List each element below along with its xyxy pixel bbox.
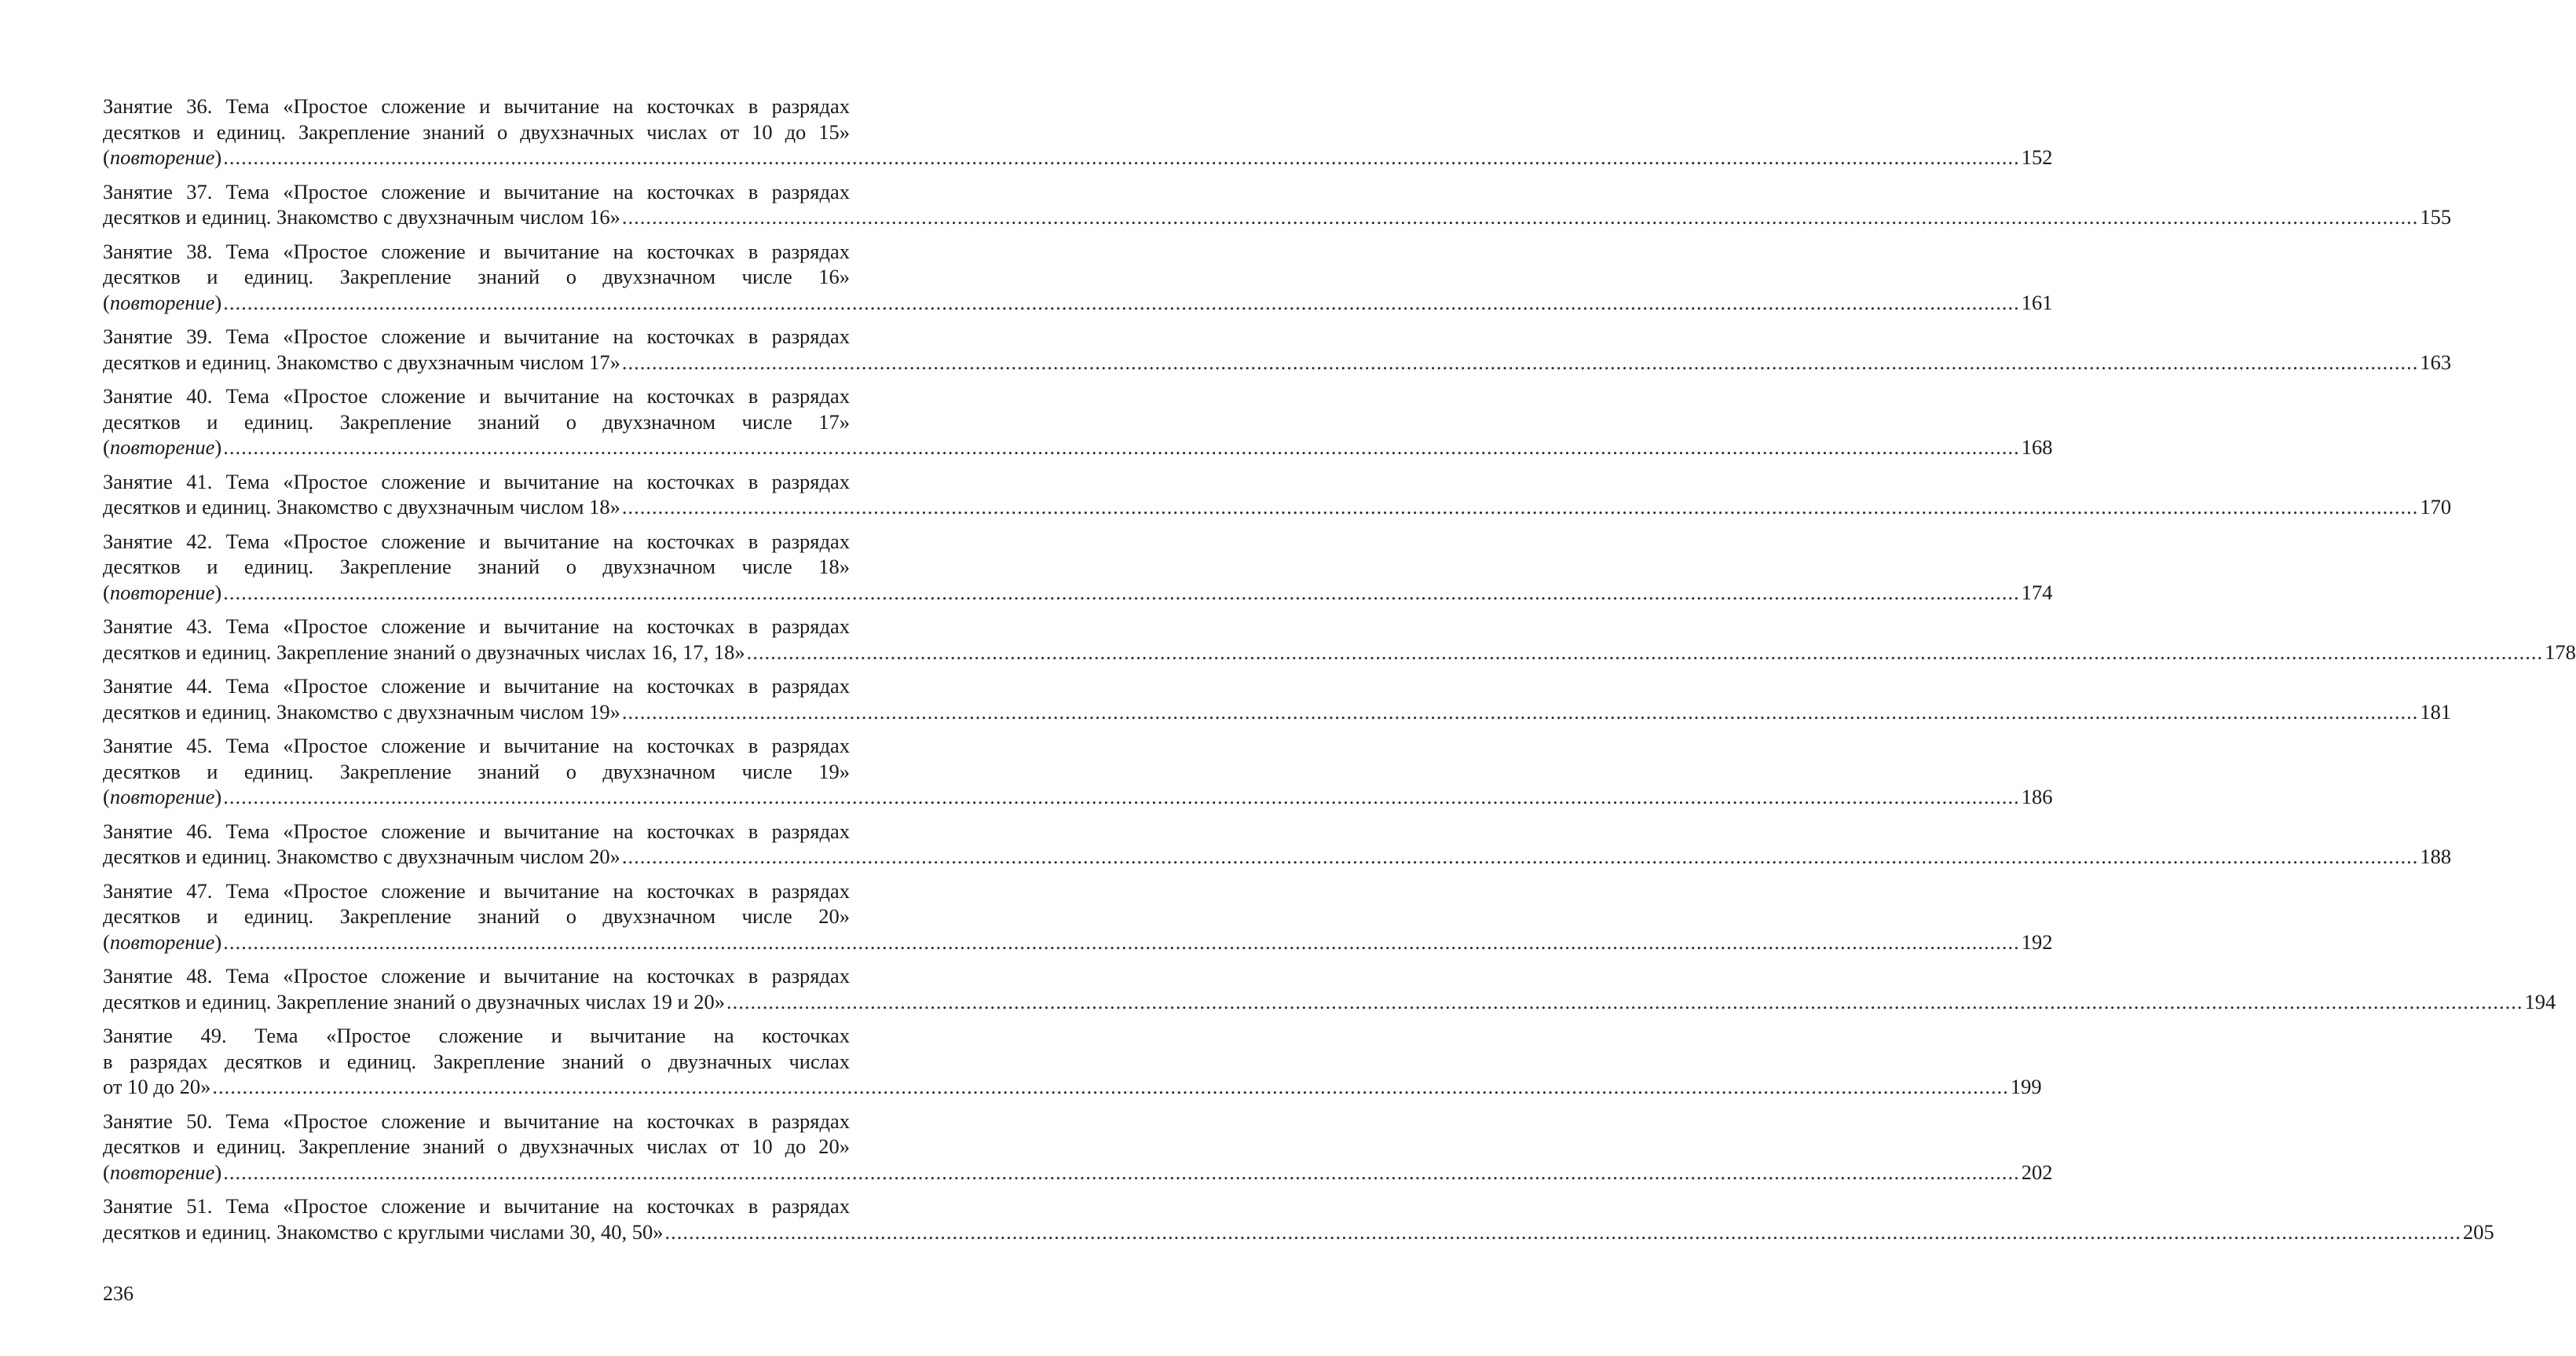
toc-entry[interactable] bbox=[103, 239, 2053, 316]
toc-page-ref: 168 bbox=[2021, 435, 2053, 459]
toc-entry-line: десятков и единиц. Закрепление знаний о двухзначных числах от 10 до 20» bbox=[103, 1134, 850, 1158]
toc-entry-line: Занятие 49. Тема «Простое сложение и вычитание на косточках bbox=[103, 1024, 850, 1047]
toc-entry-last-line bbox=[103, 699, 2452, 725]
toc-entry-line: Занятие 38. Тема «Простое сложение и вычитание на косточках в разрядах bbox=[103, 239, 850, 263]
toc-entry-tail-text: десятков и единиц. Закрепление знаний о двузначных числах 19 и 20» bbox=[103, 989, 726, 1013]
toc-entry-line: десятков и единиц. Закрепление знаний о двухзначном числе 16» bbox=[103, 265, 850, 288]
toc-entry-tail-text: десятков и единиц. Знакомство с двухзначным числом 16» bbox=[103, 205, 620, 229]
dot-leader: ............................................................................................................................................................................................................................................................................................................ bbox=[223, 785, 2020, 808]
toc-page-ref: 161 bbox=[2021, 290, 2053, 314]
toc-entry-line: десятков и единиц. Закрепление знаний о двухзначном числе 17» bbox=[103, 409, 850, 434]
toc-entry-line: Занятие 46. Тема «Простое сложение и вычитание на косточках в разрядах bbox=[103, 819, 850, 843]
toc-entry-tail-text bbox=[103, 1160, 221, 1186]
toc-page-ref: 188 bbox=[2420, 845, 2452, 868]
toc-entry-tail-text bbox=[103, 434, 221, 460]
open-paren: ( bbox=[103, 580, 110, 604]
repeat-note: повторение bbox=[109, 785, 215, 808]
toc-entry-line: десятков и единиц. Закрепление знаний о двухзначном числе 18» bbox=[103, 555, 850, 578]
close-paren: ) bbox=[214, 785, 222, 808]
toc-entry[interactable] bbox=[103, 383, 2053, 460]
toc-entry-tail-text bbox=[103, 929, 221, 955]
toc-page-ref: 199 bbox=[2010, 1075, 2042, 1098]
toc-entry-tail-text: от 10 до 20» bbox=[103, 1075, 211, 1098]
toc-entry[interactable] bbox=[103, 529, 2053, 606]
dot-leader: ............................................................................................................................................................................................................................................................................................................ bbox=[223, 145, 2020, 169]
toc-entry-last-line bbox=[103, 640, 2576, 665]
dot-leader: ............................................................................................................................................................................................................................................................................................................ bbox=[664, 1219, 2461, 1244]
toc-entry-last-line bbox=[103, 1219, 2494, 1245]
dot-leader: ............................................................................................................................................................................................................................................................................................................ bbox=[621, 350, 2419, 374]
toc-entry-last-line bbox=[103, 145, 2053, 170]
toc-entry-line: десятков и единиц. Закрепление знаний о двухзначном числе 19» bbox=[103, 759, 850, 783]
dot-leader: ............................................................................................................................................................................................................................................................................................................ bbox=[621, 699, 2419, 724]
toc-page-ref: 181 bbox=[2420, 699, 2452, 724]
toc-page-ref: 205 bbox=[2462, 1219, 2494, 1244]
toc-page-ref: 152 bbox=[2021, 145, 2053, 169]
dot-leader: ............................................................................................................................................................................................................................................................................................................ bbox=[223, 580, 2020, 604]
toc-entry-last-line bbox=[103, 494, 2452, 520]
close-paren: ) bbox=[214, 929, 222, 954]
toc-entry[interactable] bbox=[103, 1193, 2494, 1244]
toc-entry-line: Занятие 44. Тема «Простое сложение и вычитание на косточках в разрядах bbox=[103, 674, 850, 698]
toc-entry-line: Занятие 50. Тема «Простое сложение и вычитание на косточках в разрядах bbox=[103, 1109, 850, 1133]
toc-entry[interactable] bbox=[103, 673, 2452, 724]
toc-page-ref: 186 bbox=[2021, 785, 2053, 808]
close-paren: ) bbox=[214, 435, 222, 459]
toc-entry[interactable] bbox=[103, 733, 2053, 810]
toc-entry-line: в разрядах десятков и единиц. Закрепление знаний о двузначных числах bbox=[103, 1049, 850, 1073]
toc-entry[interactable] bbox=[103, 469, 2452, 520]
toc-entry[interactable] bbox=[103, 1023, 2042, 1100]
toc-entry-tail-text: десятков и единиц. Знакомство с двухзначным числом 19» bbox=[103, 699, 620, 724]
close-paren: ) bbox=[214, 1160, 222, 1184]
close-paren: ) bbox=[214, 145, 222, 169]
toc-entry-tail-text bbox=[103, 580, 221, 606]
toc-page-ref: 202 bbox=[2021, 1160, 2053, 1184]
repeat-note: повторение bbox=[109, 435, 215, 459]
toc-page-ref: 192 bbox=[2021, 929, 2053, 954]
repeat-note: повторение bbox=[109, 145, 215, 169]
dot-leader: ............................................................................................................................................................................................................................................................................................................ bbox=[726, 989, 2523, 1013]
toc-entry[interactable] bbox=[103, 324, 2452, 375]
toc-entry-tail-text: десятков и единиц. Знакомство с двухзначным числом 20» bbox=[103, 845, 620, 868]
toc-entry-line: Занятие 43. Тема «Простое сложение и вычитание на косточках в разрядах bbox=[103, 614, 850, 638]
repeat-note: повторение bbox=[109, 290, 215, 314]
toc-entry-last-line bbox=[103, 844, 2452, 870]
toc-entry-line: Занятие 39. Тема «Простое сложение и вычитание на косточках в разрядах bbox=[103, 324, 850, 348]
page-number: 236 bbox=[103, 1282, 134, 1305]
toc-entry-tail-text: десятков и единиц. Знакомство с двухзначным числом 18» bbox=[103, 495, 620, 519]
close-paren: ) bbox=[214, 580, 222, 604]
repeat-note: повторение bbox=[109, 580, 215, 604]
toc-entry-tail-text bbox=[103, 145, 221, 170]
toc-entry-tail-text bbox=[103, 784, 221, 810]
open-paren: ( bbox=[103, 290, 110, 314]
open-paren: ( bbox=[103, 145, 110, 169]
toc-page-ref: 170 bbox=[2420, 495, 2452, 519]
toc-entry-line: Занятие 48. Тема «Простое сложение и вычитание на косточках в разрядах bbox=[103, 964, 850, 988]
toc-entry-last-line bbox=[103, 350, 2452, 376]
close-paren: ) bbox=[214, 290, 222, 314]
toc-entry-line: Занятие 45. Тема «Простое сложение и вычитание на косточках в разрядах bbox=[103, 734, 850, 757]
toc-entry-last-line bbox=[103, 784, 2053, 810]
toc-entry-line: Занятие 36. Тема «Простое сложение и вычитание на косточках в разрядах bbox=[103, 94, 850, 118]
toc-entry-last-line bbox=[103, 434, 2053, 460]
toc-entry[interactable] bbox=[103, 963, 2556, 1014]
dot-leader: ............................................................................................................................................................................................................................................................................................................ bbox=[746, 640, 2544, 664]
toc-entry-line: Занятие 40. Тема «Простое сложение и вычитание на косточках в разрядах bbox=[103, 384, 850, 408]
toc-entry-last-line bbox=[103, 580, 2053, 606]
toc-entry[interactable] bbox=[103, 179, 2452, 230]
toc-entry[interactable] bbox=[103, 878, 2053, 955]
dot-leader: ............................................................................................................................................................................................................................................................................................................ bbox=[621, 495, 2419, 519]
dot-leader: ............................................................................................................................................................................................................................................................................................................ bbox=[212, 1075, 2009, 1098]
open-paren: ( bbox=[103, 785, 110, 808]
repeat-note: повторение bbox=[109, 1160, 215, 1184]
toc-entry-line: Занятие 47. Тема «Простое сложение и вычитание на косточках в разрядах bbox=[103, 878, 850, 903]
toc-page-ref: 163 bbox=[2420, 350, 2452, 374]
toc-entry-tail-text: десятков и единиц. Знакомство с двухзначным числом 17» bbox=[103, 350, 620, 374]
dot-leader: ............................................................................................................................................................................................................................................................................................................ bbox=[223, 929, 2020, 954]
dot-leader: ............................................................................................................................................................................................................................................................................................................ bbox=[621, 845, 2419, 868]
dot-leader: ............................................................................................................................................................................................................................................................................................................ bbox=[621, 205, 2419, 229]
toc-entry-line: десятков и единиц. Закрепление знаний о двухзначных числах от 10 до 15» bbox=[103, 119, 850, 144]
toc-entry-last-line bbox=[103, 290, 2053, 316]
toc-entry-last-line bbox=[103, 204, 2452, 230]
open-paren: ( bbox=[103, 929, 110, 954]
open-paren: ( bbox=[103, 1160, 110, 1184]
toc-page-ref: 178 bbox=[2545, 640, 2576, 664]
toc-entry-last-line bbox=[103, 1160, 2053, 1186]
dot-leader: ............................................................................................................................................................................................................................................................................................................ bbox=[223, 435, 2020, 459]
dot-leader: ............................................................................................................................................................................................................................................................................................................ bbox=[223, 1160, 2020, 1184]
toc-entry-tail-text: десятков и единиц. Знакомство с круглыми числами 30, 40, 50» bbox=[103, 1219, 664, 1244]
toc-entry-line: десятков и единиц. Закрепление знаний о двухзначном числе 20» bbox=[103, 904, 850, 928]
toc-entry-tail-text: десятков и единиц. Закрепление знаний о двузначных числах 16, 17, 18» bbox=[103, 640, 745, 664]
repeat-note: повторение bbox=[109, 929, 215, 954]
toc-entry-last-line bbox=[103, 989, 2556, 1015]
toc-page-ref: 194 bbox=[2524, 989, 2556, 1013]
toc-entry-last-line bbox=[103, 1074, 2042, 1100]
toc-entry-tail-text bbox=[103, 290, 221, 316]
toc-entry-line: Занятие 41. Тема «Простое сложение и вычитание на косточках в разрядах bbox=[103, 469, 850, 493]
toc-entry-line: Занятие 42. Тема «Простое сложение и вычитание на косточках в разрядах bbox=[103, 529, 850, 553]
toc-entry[interactable] bbox=[103, 1109, 2053, 1186]
toc-entry[interactable] bbox=[103, 819, 2452, 870]
open-paren: ( bbox=[103, 435, 110, 459]
toc-page-ref: 174 bbox=[2021, 580, 2053, 604]
toc-entry-line: Занятие 51. Тема «Простое сложение и вычитание на косточках в разрядах bbox=[103, 1194, 850, 1218]
dot-leader: ............................................................................................................................................................................................................................................................................................................ bbox=[223, 290, 2020, 314]
toc-entry-line: Занятие 37. Тема «Простое сложение и вычитание на косточках в разрядах bbox=[103, 179, 850, 203]
toc-entry[interactable] bbox=[103, 93, 2053, 170]
toc-entry-last-line bbox=[103, 929, 2053, 955]
toc-page-ref: 155 bbox=[2420, 205, 2452, 229]
toc-entry[interactable] bbox=[103, 614, 2576, 665]
table-of-contents bbox=[103, 93, 2576, 1253]
